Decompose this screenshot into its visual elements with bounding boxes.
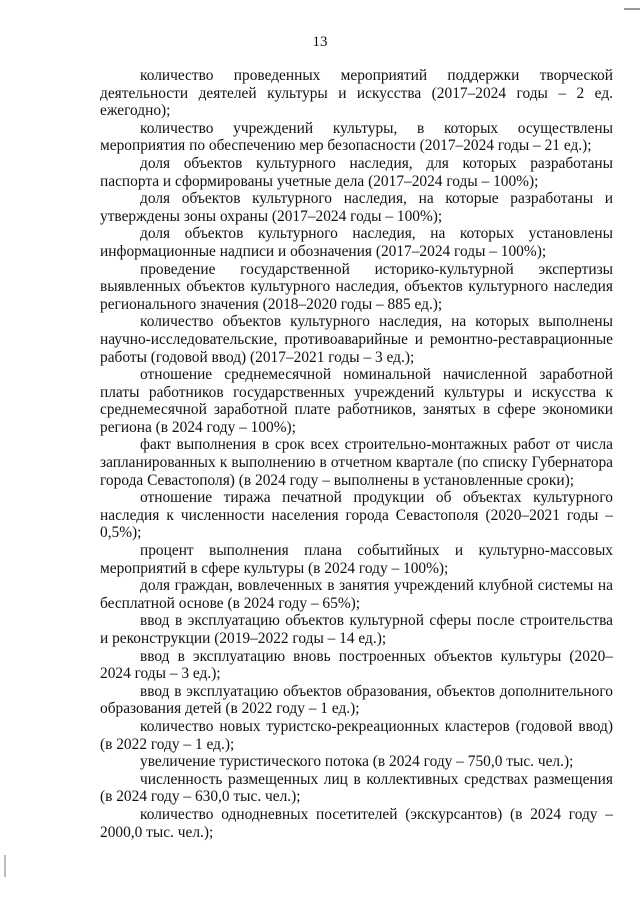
paragraph: ввод в эксплуатацию объектов образования, объектов дополнительного образования детей (в 2022 году – 1 ед.); (100, 682, 613, 718)
paragraph: ввод в эксплуатацию вновь построенных объектов культуры (2020–2024 годы – 3 ед.); (100, 647, 613, 683)
paragraph: количество однодневных посетителей (экскурсантов) (в 2024 году – 2000,0 тыс. чел.); (100, 805, 613, 841)
paragraph: количество новых туристско-рекреационных кластеров (годовой ввод) (в 2022 году – 1 ед.); (100, 717, 613, 753)
paragraph: увеличение туристического потока (в 2024 году – 750,0 тыс. чел.); (140, 753, 574, 771)
paragraph: проведение государственной историко-культурной экспертизы выявленных объектов культурного наследия, объектов культурного наследия регионального значения (2018–2020 годы – 885 ед.); (100, 260, 613, 313)
paragraph: отношение среднемесячной номинальной начисленной заработной платы работников государственных учреждений культуры и искусства к среднемесячной заработной плате работников, занятых в сфере экономики региона (в 2024 году – 100%); (100, 366, 613, 436)
paragraph: количество проведенных мероприятий поддержки творческой деятельности деятелей культуры и искусства (2017–2024 годы – 2 ед. ежегодно); (100, 67, 613, 120)
paragraph: доля объектов культурного наследия, на которые разработаны и утверждены зоны охраны (2017–2024 годы – 100%); (100, 190, 613, 225)
paragraph: отношение тиража печатной продукции об объектах культурного наследия к численности населения города Севастополя (2020–2021 годы – 0,5%); (100, 489, 613, 542)
paragraph: численность размещенных лиц в коллективных средствах размещения (в 2024 году – 630,0 тыс. чел.); (100, 770, 613, 806)
paragraph: количество учреждений культуры, в которых осуществлены мероприятия по обеспечению мер безопасности (2017–2024 годы – 21 ед.); (100, 119, 613, 155)
scan-edge-mark (624, 8, 640, 10)
paragraph: доля граждан, вовлеченных в занятия учреждений клубной системы на бесплатной основе (в 2024 году – 65%); (100, 577, 613, 612)
paragraph: ввод в эксплуатацию объектов культурной сферы после строительства и реконструкции (2019–2022 годы – 14 ед.); (100, 612, 613, 647)
paragraph: процент выполнения плана событийных и культурно-массовых мероприятий в сфере культуры (в 2024 году – 100%); (100, 542, 613, 577)
document-body (100, 67, 613, 841)
page-number: 13 (312, 34, 328, 50)
scan-edge-mark-bottom (4, 855, 6, 877)
paragraph: доля объектов культурного наследия, на которых установлены информационные надписи и обозначения (2017–2024 годы – 100%); (100, 225, 613, 260)
paragraph: доля объектов культурного наследия, для которых разработаны паспорта и сформированы учетные дела (2017–2024 годы – 100%); (100, 154, 613, 190)
paragraph: количество объектов культурного наследия, на которых выполнены научно-исследовательские, противоаварийные и ремонтно-реставрационные работы (годовой ввод) (2017–2021 годы – 3 ед.); (100, 313, 613, 366)
paragraph: факт выполнения в срок всех строительно-монтажных работ от числа запланированных к выполнению в отчетном квартале (по списку Губернатора города Севастополя) (в 2024 году – выполнены в установленные сроки); (100, 436, 613, 489)
